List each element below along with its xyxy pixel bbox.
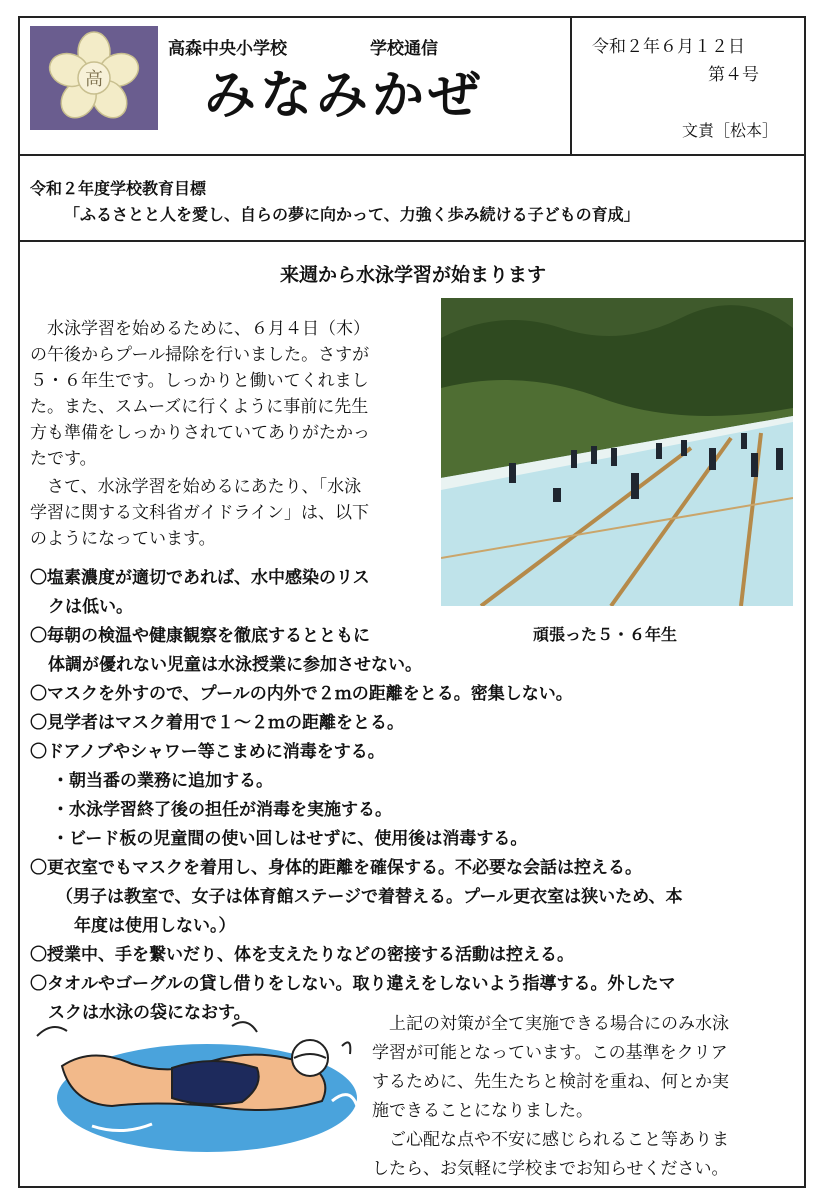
list-item: 年度は使用しない。）	[74, 916, 236, 936]
list-item: 〇毎朝の検温や健康観察を徹底するとともに	[30, 626, 370, 646]
list-item: 〇更衣室でもマスクを着用し、身体的距離を確保する。不必要な会話は控える。	[30, 858, 642, 878]
pool-photo-illustration	[441, 298, 793, 606]
list-item: 体調が優れない児童は水泳授業に参加させない。	[48, 655, 422, 675]
list-item: 〇タオルやゴーグルの貸し借りをしない。取り違えをしないよう指導する。外したマ	[30, 974, 676, 994]
list-item: ・ビード板の児童間の使い回しはせずに、使用後は消毒する。	[52, 829, 528, 849]
closing-paragraph	[372, 1010, 792, 1184]
swimmer-icon	[32, 1006, 362, 1154]
text-line: ご心配な点や不安に感じられること等ありま	[372, 1130, 729, 1150]
list-item: 〇見学者はマスク着用で１～２ｍの距離をとる。	[30, 713, 404, 733]
text-line: さて、水泳学習を始めるにあたり、「水泳	[30, 477, 362, 497]
photo-caption: 頑張った５・６年生	[533, 625, 678, 644]
list-item: 〇授業中、手を繋いだり、体を支えたりなどの密接する活動は控える。	[30, 945, 574, 965]
text-line: 方も準備をしっかりされていてありがたかっ	[30, 423, 370, 443]
list-item: 〇マスクを外すので、プールの内外で２ｍの距離をとる。密集しない。	[30, 684, 573, 704]
list-item: 〇塩素濃度が適切であれば、水中感染のリス	[30, 568, 370, 588]
text-line: 学習に関する文科省ガイドライン」は、以下	[30, 503, 369, 523]
school-logo	[30, 26, 158, 130]
goal-heading: 令和２年度学校教育目標	[30, 179, 207, 198]
text-line: のようになっています。	[30, 529, 216, 549]
text-line: 施できることになりました。	[372, 1101, 593, 1121]
svg-text:高: 高	[85, 69, 103, 90]
goal-text: 「ふるさとと人を愛し、自らの夢に向かって、力強く歩み続ける子どもの育成」	[64, 205, 640, 224]
list-item: クは低い。	[48, 597, 133, 617]
pool-cleaning-photo	[441, 298, 793, 606]
school-goal-section	[18, 156, 806, 242]
article-title: 来週から水泳学習が始まります	[279, 264, 546, 286]
swimmer-illustration	[32, 1006, 362, 1154]
intro-paragraph	[30, 316, 440, 552]
text-line: 上記の対策が全て実施できる場合にのみ水泳	[372, 1014, 729, 1034]
sakura-emblem-icon	[30, 26, 158, 130]
newsletter-header	[18, 16, 806, 156]
list-item: ・朝当番の業務に追加する。	[52, 771, 273, 791]
list-item: スクは水泳の袋になおす。	[48, 1003, 251, 1023]
issue-number: 第４号	[708, 65, 759, 85]
text-line: たです。	[30, 449, 97, 469]
issue-date: 令和２年６月１２日	[592, 37, 745, 57]
newsletter-title: みなみかぜ	[204, 66, 485, 126]
school-name: 高森中央小学校	[168, 39, 287, 59]
text-line: するために、先生たちと検討を重ね、何とか実	[372, 1072, 729, 1092]
guideline-list	[30, 564, 790, 1028]
text-line: 水泳学習を始めるために、６月４日（木）	[30, 319, 370, 339]
header-divider	[570, 16, 572, 154]
text-line: 学習が可能となっています。この基準をクリア	[372, 1043, 728, 1063]
newsletter-type: 学校通信	[370, 39, 438, 59]
text-line: したら、お気軽に学校までお知らせください。	[372, 1159, 729, 1179]
text-line: ５・６年生です。しっかりと働いてくれまし	[30, 371, 369, 391]
list-item: ・水泳学習終了後の担任が消毒を実施する。	[52, 800, 392, 820]
text-line: た。また、スムーズに行くように事前に先生	[30, 397, 369, 417]
text-line: の午後からプール掃除を行いました。さすが	[30, 345, 370, 365]
list-item: 〇ドアノブやシャワー等こまめに消毒をする。	[30, 742, 385, 762]
author-credit: 文責［松本］	[682, 121, 779, 140]
list-item: （男子は教室で、女子は体育館ステージで着替える。プール更衣室は狭いため、本	[56, 887, 683, 907]
